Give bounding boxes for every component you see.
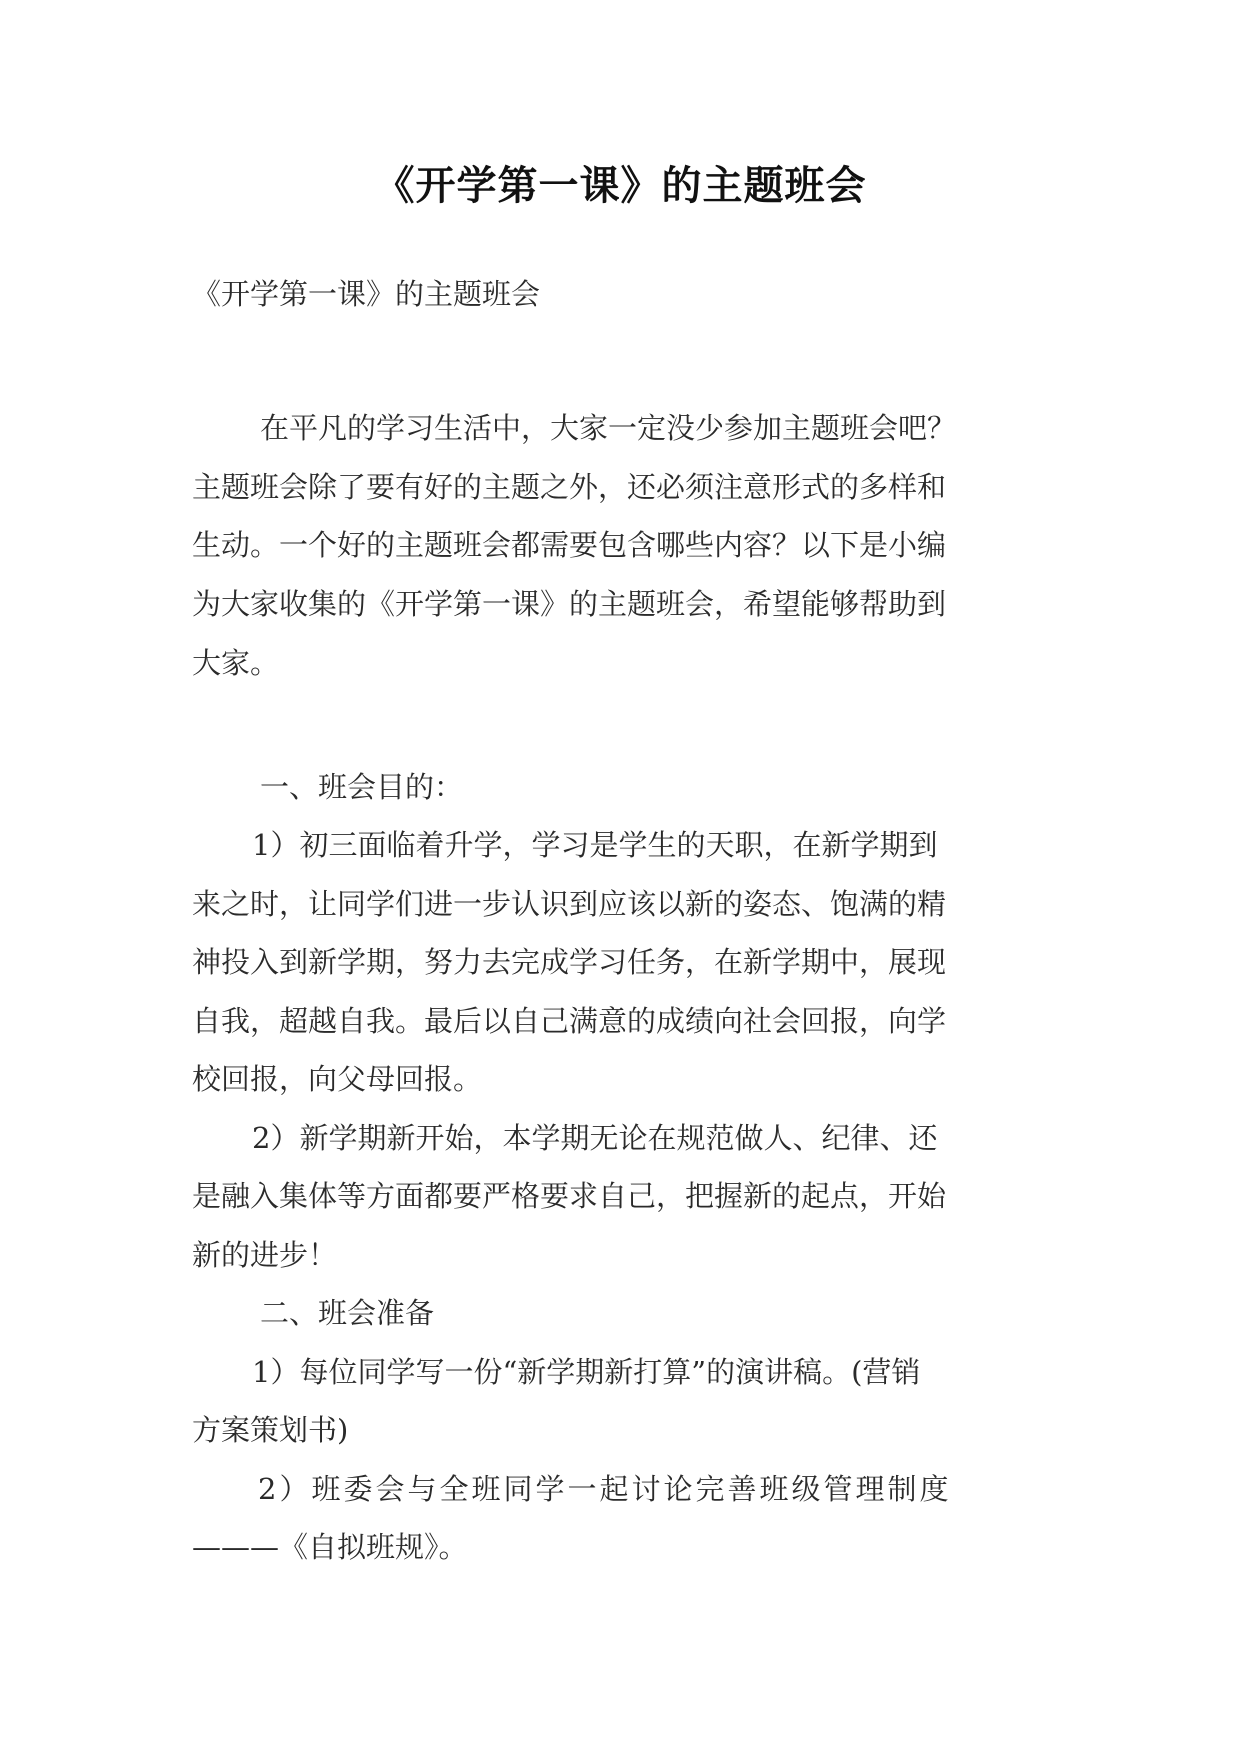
intro-line-1: 在平凡的学习生活中，大家一定没少参加主题班会吧？ <box>260 411 957 445</box>
document-subtitle: 《开学第一课》的主题班会 <box>192 277 541 311</box>
preparation-1-line-1: 1）每位同学写一份“新学期新打算”的演讲稿。(营销 <box>252 1355 921 1389</box>
section-heading-purpose: 一、班会目的： <box>260 770 464 804</box>
purpose-1-line-5: 校回报，向父母回报。 <box>192 1062 483 1096</box>
section-heading-preparation: 二、班会准备 <box>260 1296 435 1330</box>
purpose-1-line-4: 自我，超越自我。最后以自己满意的成绩向社会回报，向学 <box>192 1004 947 1038</box>
preparation-2-line-1: 2）班委会与全班同学一起讨论完善班级管理制度 <box>258 1472 952 1506</box>
purpose-2-line-1: 2）新学期新开始，本学期无论在规范做人、纪律、还 <box>252 1121 938 1155</box>
purpose-1-line-3: 神投入到新学期，努力去完成学习任务，在新学期中，展现 <box>192 945 947 979</box>
purpose-1-line-2: 来之时，让同学们进一步认识到应该以新的姿态、饱满的精 <box>192 887 947 921</box>
preparation-1-line-2: 方案策划书) <box>192 1413 349 1447</box>
purpose-2-line-2: 是融入集体等方面都要严格要求自己，把握新的起点，开始 <box>192 1179 947 1213</box>
intro-line-4: 为大家收集的《开学第一课》的主题班会，希望能够帮助到 <box>192 587 947 621</box>
purpose-1-line-1: 1）初三面临着升学，学习是学生的天职，在新学期到 <box>252 828 938 862</box>
intro-line-3: 生动。一个好的主题班会都需要包含哪些内容？以下是小编 <box>192 528 947 562</box>
intro-line-2: 主题班会除了要有好的主题之外，还必须注意形式的多样和 <box>192 470 947 504</box>
document-title: 《开学第一课》的主题班会 <box>374 163 867 209</box>
preparation-2-line-2: ———《自拟班规》。 <box>192 1530 468 1564</box>
intro-line-5: 大家。 <box>192 646 280 680</box>
purpose-2-line-3: 新的进步！ <box>192 1238 338 1272</box>
